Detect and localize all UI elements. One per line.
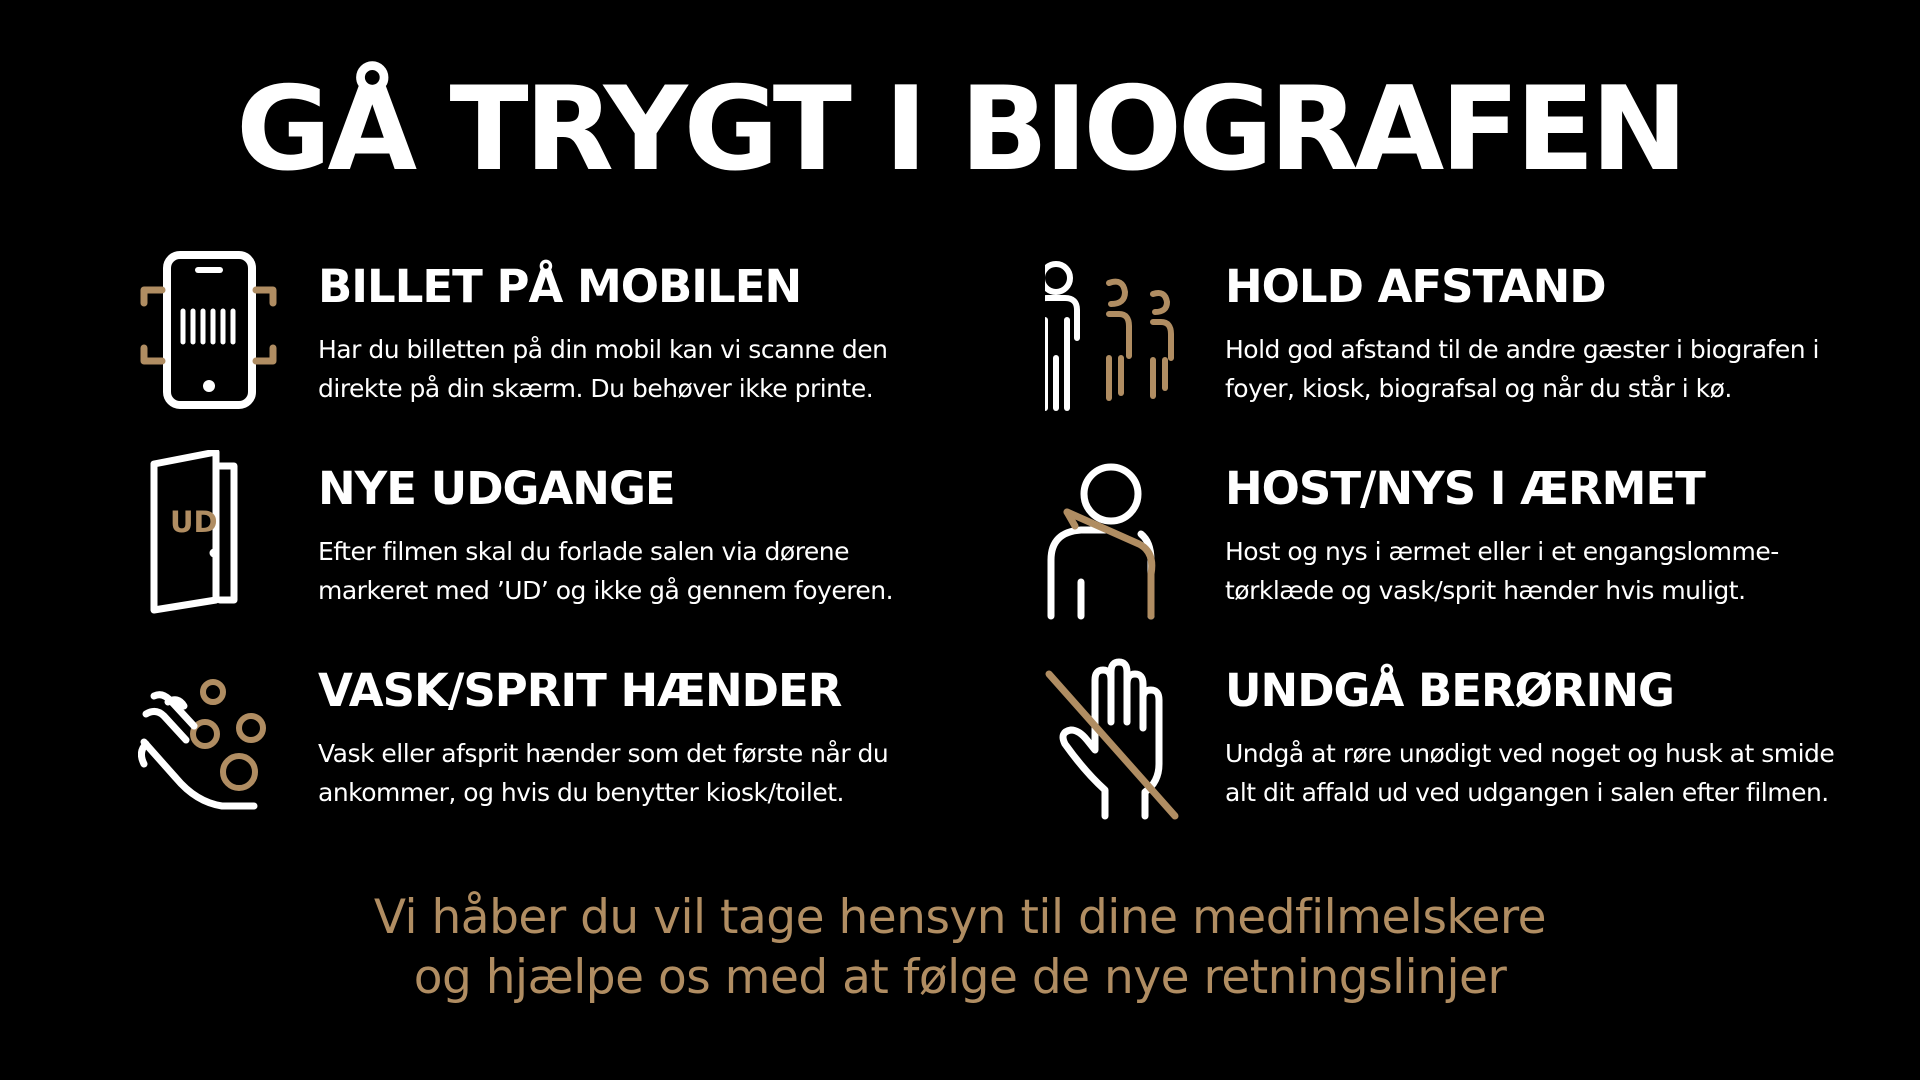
item-body-line: ankommer, og hvis du benytter kiosk/toilet. bbox=[318, 778, 844, 807]
exit-door-icon bbox=[138, 450, 328, 620]
item-heading: HOST/NYS I ÆRMET bbox=[1225, 462, 1705, 515]
page-title: GÅ TRYGT I BIOGRAFEN bbox=[236, 62, 1684, 197]
people-distance-icon bbox=[1045, 248, 1235, 418]
hand-washing-icon bbox=[138, 652, 328, 822]
item-body bbox=[1225, 734, 1920, 812]
item-heading: BILLET PÅ MOBILEN bbox=[318, 260, 802, 313]
item-heading: NYE UDGANGE bbox=[318, 462, 675, 515]
footer-line: og hjælpe os med at følge de nye retningslinjer bbox=[413, 950, 1507, 1005]
cough-sleeve-icon bbox=[1045, 450, 1235, 620]
info-item-cough-sleeve bbox=[1045, 450, 1920, 630]
item-body bbox=[1225, 330, 1920, 408]
phone-ticket-scan-icon bbox=[138, 248, 328, 418]
item-heading: HOLD AFSTAND bbox=[1225, 260, 1606, 313]
item-body-line: Vask eller afsprit hænder som det første når du bbox=[318, 739, 889, 768]
item-body bbox=[1225, 532, 1920, 610]
info-item-mobile-ticket bbox=[138, 248, 1038, 428]
footer-message bbox=[0, 888, 1920, 1008]
no-touch-hand-icon bbox=[1045, 652, 1235, 822]
item-body-line: tørklæde og vask/sprit hænder hvis muligt. bbox=[1225, 576, 1746, 605]
item-body bbox=[318, 734, 1058, 812]
item-body bbox=[318, 330, 1058, 408]
item-body-line: foyer, kiosk, biografsal og når du står i kø. bbox=[1225, 374, 1732, 403]
exit-door-label: UD bbox=[170, 505, 218, 539]
item-body-line: alt dit affald ud ved udgangen i salen efter filmen. bbox=[1225, 778, 1829, 807]
footer-line: Vi håber du vil tage hensyn til dine medfilmelskere bbox=[373, 890, 1547, 945]
item-body-line: Hold god afstand til de andre gæster i biografen i bbox=[1225, 335, 1819, 364]
item-body-line: markeret med ’UD’ og ikke gå gennem foyeren. bbox=[318, 576, 894, 605]
item-body-line: Undgå at røre unødigt ved noget og husk at smide bbox=[1225, 739, 1835, 768]
item-body bbox=[318, 532, 1058, 610]
item-body-line: Efter filmen skal du forlade salen via dørene bbox=[318, 537, 850, 566]
item-heading: VASK/SPRIT HÆNDER bbox=[318, 664, 842, 717]
item-body-line: Har du billetten på din mobil kan vi scanne den bbox=[318, 335, 888, 364]
info-item-new-exits bbox=[138, 450, 1038, 630]
item-body-line: direkte på din skærm. Du behøver ikke printe. bbox=[318, 374, 874, 403]
info-item-wash-hands bbox=[138, 652, 1038, 832]
item-heading: UNDGÅ BERØRING bbox=[1225, 664, 1674, 717]
item-body-line: Host og nys i ærmet eller i et engangslomme- bbox=[1225, 537, 1779, 566]
info-item-avoid-touch bbox=[1045, 652, 1920, 832]
info-item-keep-distance bbox=[1045, 248, 1920, 428]
